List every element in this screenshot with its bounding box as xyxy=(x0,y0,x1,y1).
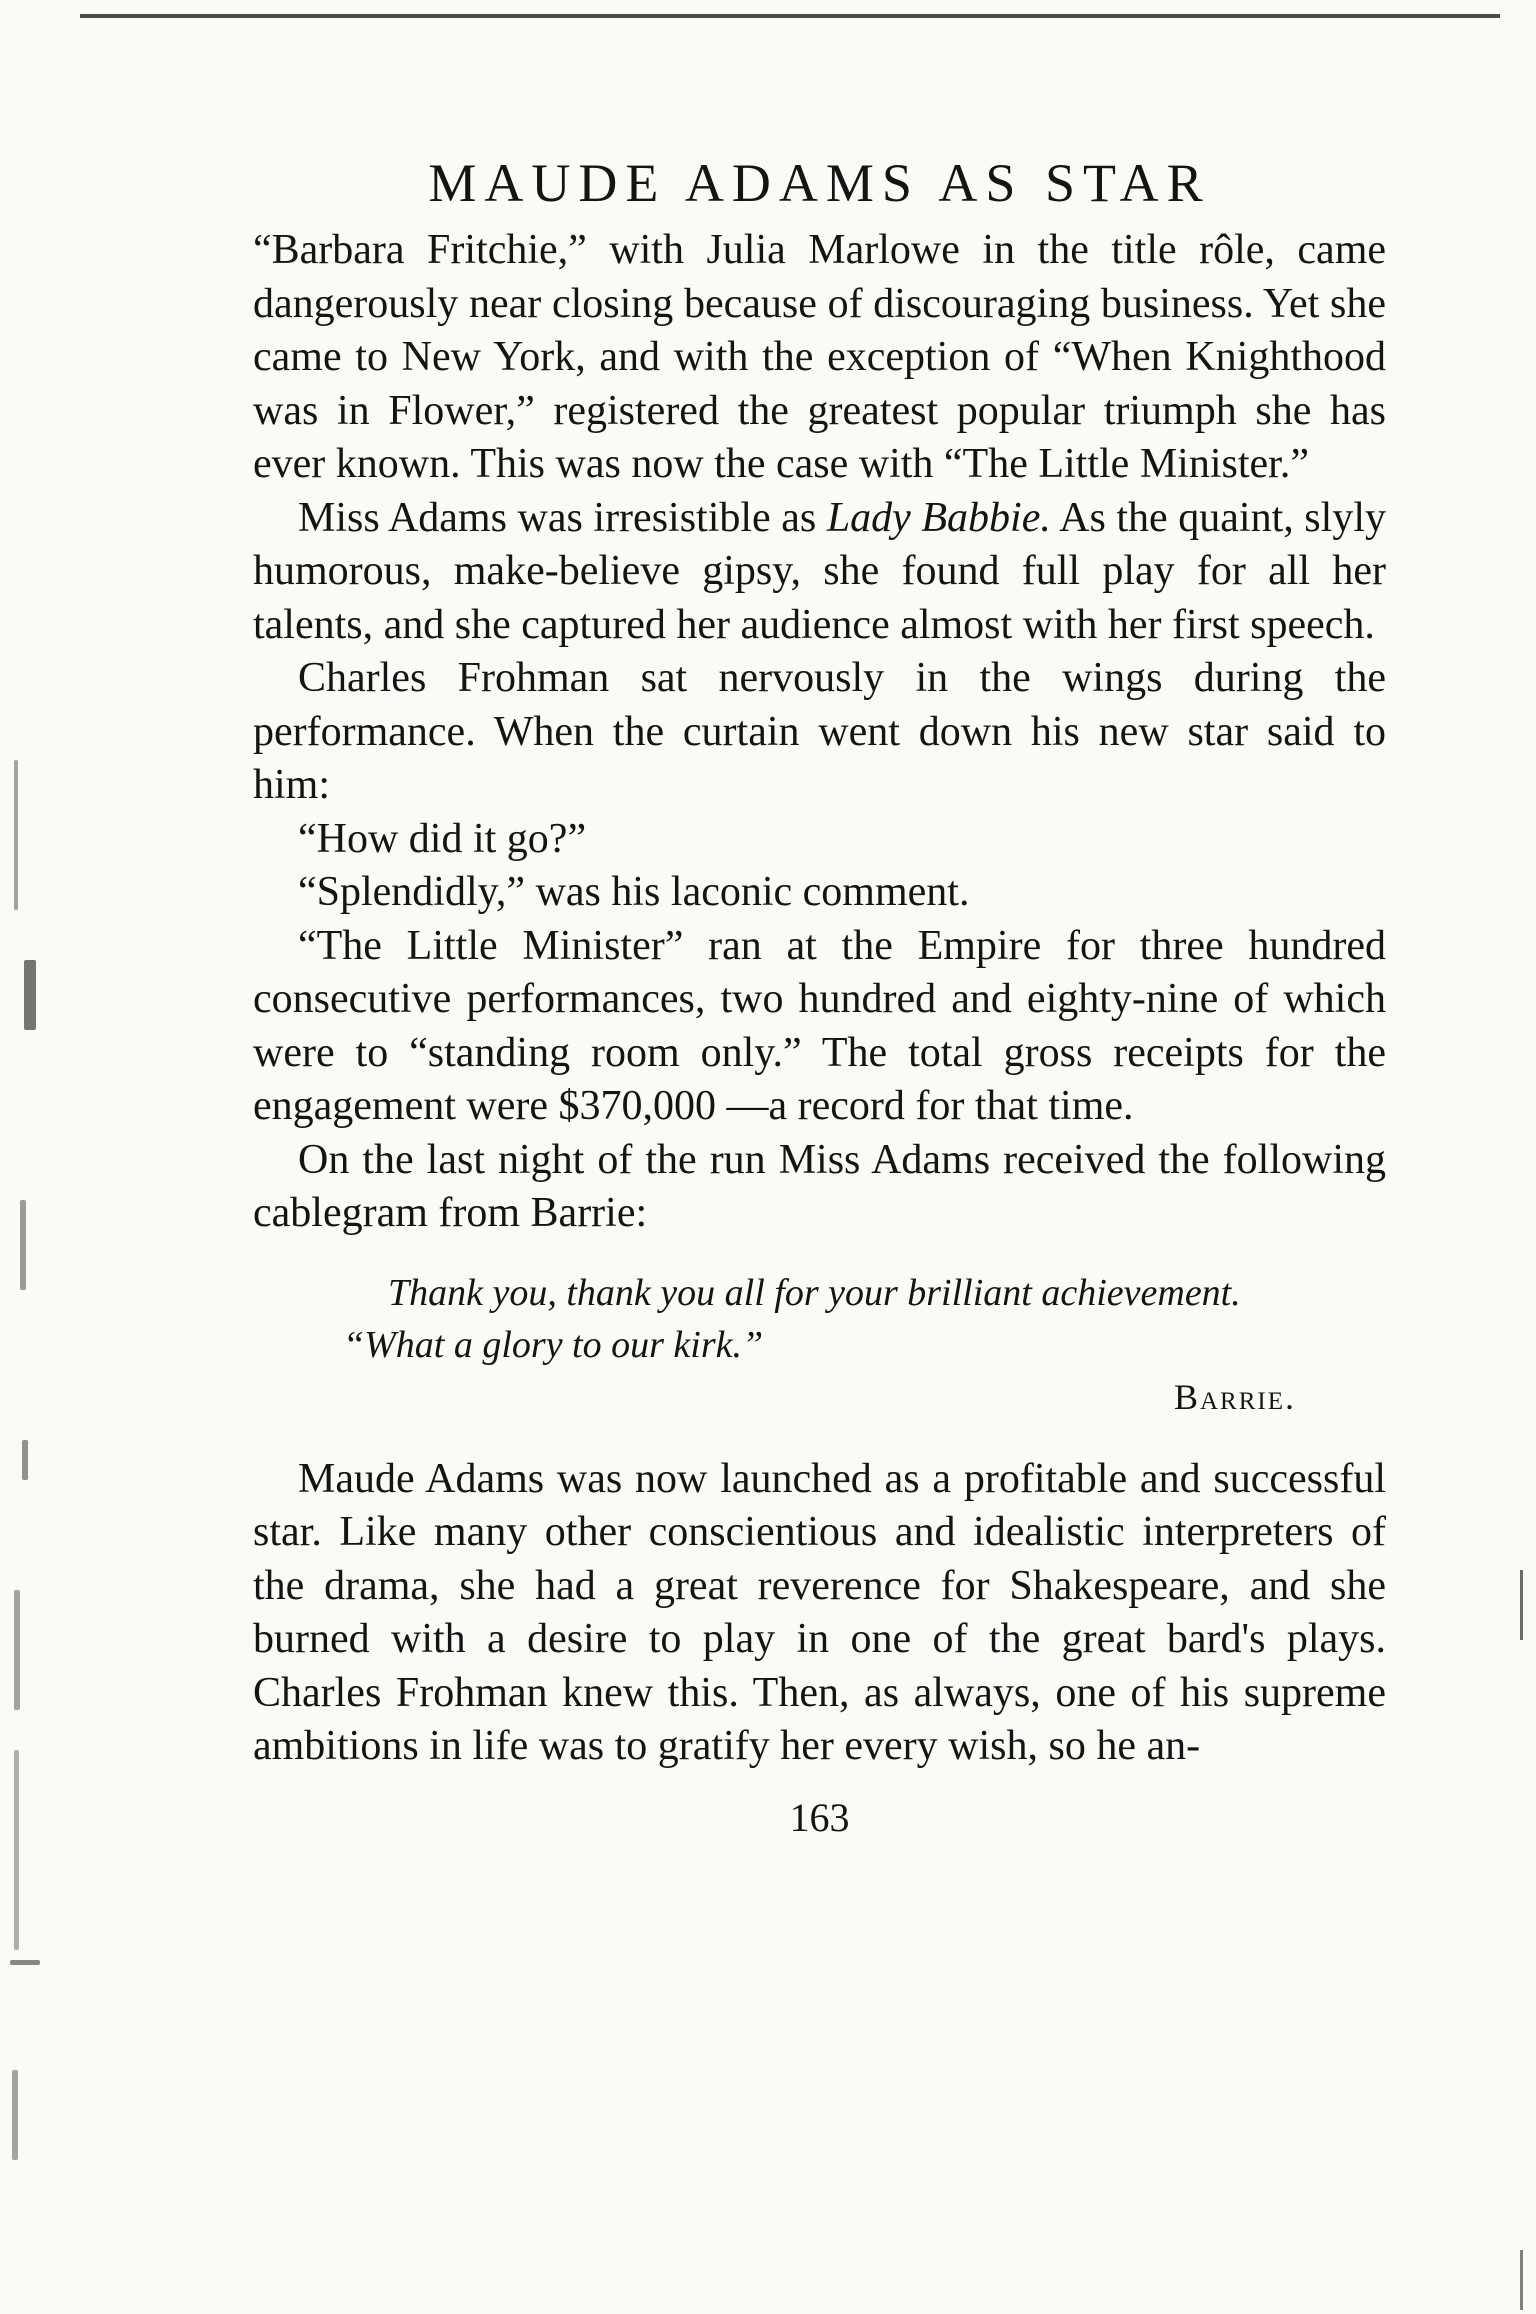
top-rule xyxy=(80,14,1500,18)
paragraph-text: As the quaint, slyly humorous, make-believe gipsy, she found full play for all her talents, and she captured her audience almost with her first speech. xyxy=(253,494,1386,648)
paragraph-text: “The Little Minister” ran at the Empire for three hundred consecutive performances, two hundred and eighty-nine of which were to “standing room only.” The total gross receipts for the engagement were $370,000 —a record for that time. xyxy=(253,922,1386,1129)
margin-mark xyxy=(10,1960,40,1965)
paragraph xyxy=(253,652,1386,813)
book-page xyxy=(253,150,1386,1841)
paragraph-text: “How did it go?” xyxy=(298,815,587,862)
margin-mark xyxy=(14,760,18,910)
margin-mark xyxy=(14,1750,19,1950)
margin-mark xyxy=(24,960,36,1030)
paragraph xyxy=(253,492,1386,653)
paragraph xyxy=(253,920,1386,1134)
body-text xyxy=(253,224,1386,1241)
paragraph-text: Miss Adams was irresistible as xyxy=(298,494,827,541)
closing-paragraph: Maude Adams was now launched as a profitable and successful star. Like many other conscientious and idealistic interpreters of the drama, she had a great reverence for Shakespeare, and she burned with a desire to play in one of the great bard's plays. Charles Frohman knew this. Then, as always, one of his supreme ambitions in life was to gratify her every wish, so he an- xyxy=(253,1455,1386,1769)
italic-role-name: Lady Babbie. xyxy=(826,494,1051,541)
paragraph-text: On the last night of the run Miss Adams received the following cablegram from Barrie: xyxy=(253,1136,1386,1236)
margin-mark xyxy=(20,1200,26,1290)
paragraph-text: “Splendidly,” was his laconic comment. xyxy=(298,869,970,915)
quote-signature: Barrie. xyxy=(1173,1376,1296,1417)
quote-text: Thank you, thank you all for your brilliant achievement. “What a glory to our kirk.” xyxy=(343,1271,1241,1366)
paragraph-text: Charles Frohman sat nervously in the wings during the performance. When the curtain went down his new star said to him: xyxy=(253,655,1386,808)
paragraph-text: “Barbara Fritchie,” with Julia Marlowe in the title rôle, came dangerously near closing because of discouraging business. Yet she came to New York, and with the exception of “When Knighthood was in Flower,” registered the greatest popular triumph she has ever known. This was now the case with “The Little Minister.” xyxy=(253,227,1386,487)
margin-mark xyxy=(12,2070,18,2160)
margin-mark xyxy=(22,1440,28,1480)
cablegram-quote xyxy=(253,1267,1386,1423)
paragraph xyxy=(253,866,1386,920)
paragraph xyxy=(253,224,1386,492)
paragraph xyxy=(253,1134,1386,1241)
page-number: 163 xyxy=(789,1794,850,1840)
margin-mark xyxy=(1520,1570,1523,1640)
paragraph xyxy=(253,813,1386,867)
running-head: MAUDE ADAMS AS STAR xyxy=(428,153,1211,213)
margin-mark xyxy=(1520,2250,1523,2310)
margin-mark xyxy=(14,1590,20,1710)
